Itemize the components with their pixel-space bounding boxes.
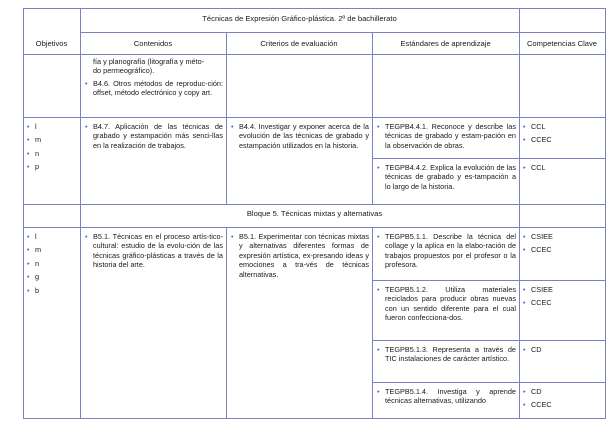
estandar-item: • TEGPB4.4.2. Explica la evolución de las técnicas de grabado y es-tampación a lo largo de la historia.: [377, 163, 516, 191]
estandar-split-3: [372, 382, 606, 383]
competencia-item: • CSIEE: [523, 285, 601, 294]
competencia-item: • CSIEE: [523, 232, 601, 241]
objetivo-item: • b: [27, 286, 77, 295]
competencia-item: • CCL: [523, 163, 601, 172]
competencia-item: • CD: [523, 345, 601, 354]
row2-estandar-a: [377, 122, 516, 154]
estandar-item: • TEGPB5.1.4. Investiga y aprende técnicas alternativas, utilizando: [377, 387, 516, 406]
competencia-item: • CCEC: [523, 245, 601, 254]
competencia-item: • CD: [523, 387, 601, 396]
estandar-item: • TEGPB5.1.2. Utiliza materiales reciclados para producir obras nuevas con un sentido diferente para el cual fueron confecciona-dos.: [377, 285, 516, 323]
objetivo-item: • m: [27, 135, 77, 144]
row3-estandar-2: [377, 285, 516, 327]
competencia-item: • CCEC: [523, 400, 601, 409]
row3-estandar-3: [377, 345, 516, 368]
objetivo-item: • l: [27, 232, 77, 241]
objetivo-item: • n: [27, 259, 77, 268]
estandar-split-2: [372, 340, 606, 341]
block5-divider: [23, 227, 606, 228]
row3-objetivos: [27, 232, 77, 299]
row3-competencias-3: [523, 345, 601, 358]
contenido-item: • B4.7. Aplicación de las técnicas de grabado y estampación más senci-llas en la realización de trabajos.: [85, 122, 223, 150]
col-divider-contenidos-b5: [226, 228, 227, 419]
table-border-bottom: [23, 418, 606, 419]
title-row-divider: [80, 32, 606, 33]
estandar-split-b4: [372, 158, 606, 159]
col-divider-contenidos: [226, 33, 227, 205]
row2-competencias-b: [523, 163, 601, 176]
row2-objetivos: [27, 122, 77, 176]
row2-criterio: [231, 122, 369, 154]
competencia-item: • CCEC: [523, 135, 601, 144]
row2-contenido: [85, 122, 223, 154]
block5-title: Bloque 5. Técnicas mixtas y alternativas: [246, 209, 383, 218]
row3-competencias-1: [523, 232, 601, 259]
estandar-split-1: [372, 280, 606, 281]
objetivo-item: • l: [27, 122, 77, 131]
contenido-continuation-line: fía y planografía (litografía y méto-: [93, 57, 205, 66]
header-objetivos: Objetivos: [35, 39, 68, 48]
col-divider-criterios-b5: [372, 228, 373, 419]
col-divider-criterios: [372, 33, 373, 205]
objetivo-item: • g: [27, 272, 77, 281]
row2-estandar-b: [377, 163, 516, 195]
row2-divider: [23, 204, 606, 205]
estandar-item: • TEGPB5.1.1. Describe la técnica del collage y la aplica en la elabo-ración de trabajos propuestos por el profesor o la profesora.: [377, 232, 516, 270]
row3-contenido: [85, 232, 223, 274]
row1-divider: [23, 117, 606, 118]
row1-contenidos: [85, 57, 223, 102]
header-contenidos: Contenidos: [133, 39, 173, 48]
header-row-divider: [23, 54, 606, 55]
row3-criterio: [231, 232, 369, 283]
estandar-item: • TEGPB5.1.3. Representa a través de TIC instalaciones de carácter artístico.: [377, 345, 516, 364]
objetivo-item: • p: [27, 162, 77, 171]
row2-competencias-a: [523, 122, 601, 149]
table-border-top: [23, 8, 606, 9]
row3-competencias-4: [523, 387, 601, 414]
contenido-continuation-line: do permeográfico).: [93, 66, 155, 76]
header-competencias: Competencias Clave: [526, 39, 598, 48]
objetivo-item: • m: [27, 245, 77, 254]
header-criterios: Criterios de evaluación: [260, 39, 338, 48]
criterio-item: • B4.4. Investigar y exponer acerca de la evolución de las técnicas de grabado y estampación utilizados en la historia.: [231, 122, 369, 150]
header-estandares: Estándares de aprendizaje: [400, 39, 491, 48]
criterio-item: • B5.1. Experimentar con técnicas mixtas y alternativas diferentes formas de expresión artística, ex-presando ideas y emociones a tra-vés de técnicas alternativas.: [231, 232, 369, 279]
row3-estandar-4: [377, 387, 516, 410]
competencia-item: • CCL: [523, 122, 601, 131]
contenido-item: • B5.1. Técnicas en el proceso artís-tico-cultural: estudio de la evolu-ción de las técnicas gráfico-plásticas a través de la historia del arte.: [85, 232, 223, 270]
estandar-item: • TEGPB4.4.1. Reconoce y describe las técnicas de grabado y estam-pación en la observación de obras.: [377, 122, 516, 150]
row3-estandar-1: [377, 232, 516, 274]
contenido-item: • B4.6. Otros métodos de reproduc-ción: offset, método electrónico y copy art.: [85, 79, 223, 98]
row3-competencias-2: [523, 285, 601, 312]
table-title: Técnicas de Expresión Gráfico-plástica. 2º de bachillerato: [202, 14, 397, 23]
objetivo-item: • n: [27, 149, 77, 158]
competencia-item: • CCEC: [523, 298, 601, 307]
